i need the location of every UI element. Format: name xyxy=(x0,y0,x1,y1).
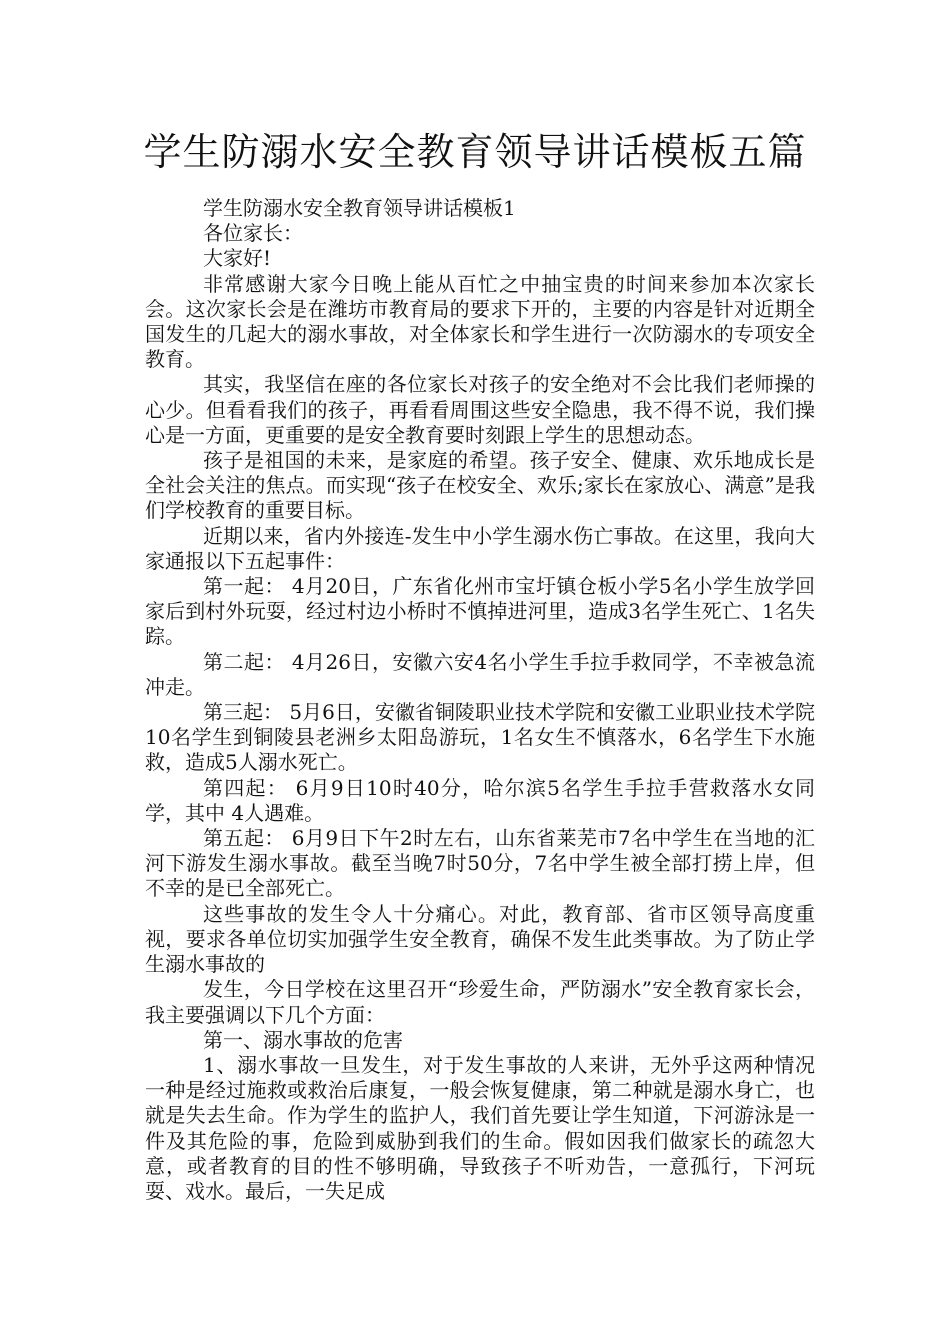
paragraph: 近期以来，省内外接连-发生中小学生溺水伤亡事故。在这里，我向大家通报以下五起事件： xyxy=(145,523,815,573)
paragraph: 非常感谢大家今日晚上能从百忙之中抽宝贵的时间来参加本次家长会。这次家长会是在潍坊市教育局的要求下开的，主要的内容是针对近期全国发生的几起大的溺水事故，对全体家长和学生进行一次防溺水的专项安全教育。 xyxy=(145,271,815,372)
paragraph-greeting: 大家好! xyxy=(203,246,272,271)
paragraph-incident-2: 第二起： 4月26日，安徽六安4名小学生手拉手救同学，不幸被急流冲走。 xyxy=(145,649,815,699)
paragraph-subtitle: 学生防溺水安全教育领导讲话模板1 xyxy=(203,196,516,220)
paragraph: 其实，我坚信在座的各位家长对孩子的安全绝对不会比我们老师操的心少。但看看我们的孩子，再看看周围这些安全隐患，我不得不说，我们操心是一方面，更重要的是安全教育要时刻跟上学生的思想动态。 xyxy=(145,372,815,447)
document-body xyxy=(145,196,815,1204)
paragraph: 孩子是祖国的未来，是家庭的希望。孩子安全、健康、欢乐地成长是全社会关注的焦点。而实现“孩子在校安全、欢乐;家长在家放心、满意”是我们学校教育的重要目标。 xyxy=(145,448,815,523)
section-heading: 第一、溺水事故的危害 xyxy=(203,1027,403,1052)
paragraph-incident-1: 第一起： 4月20日，广东省化州市宝圩镇仓板小学5名小学生放学回家后到村外玩耍，经过村边小桥时不慎掉进河里，造成3名学生死亡、1名失踪。 xyxy=(145,574,815,649)
document-title: 学生防溺水安全教育领导讲话模板五篇 xyxy=(143,130,807,174)
paragraph: 1、溺水事故一旦发生，对于发生事故的人来讲，无外乎这两种情况一种是经过施救或救治后康复，一般会恢复健康，第二种就是溺水身亡，也就是失去生命。作为学生的监护人，我们首先要让学生知道，下河游泳是一件及其危险的事，危险到威胁到我们的生命。假如因我们做家长的疏忽大意，或者教育的目的性不够明确，导致孩子不听劝告，一意孤行，下河玩耍、戏水。最后，一失足成 xyxy=(145,1052,815,1203)
paragraph-salutation: 各位家长： xyxy=(203,221,303,246)
paragraph: 发生，今日学校在这里召开“珍爱生命，严防溺水”安全教育家长会，我主要强调以下几个方面： xyxy=(145,977,815,1027)
paragraph-incident-4: 第四起： 6月9日10时40分，哈尔滨5名学生手拉手营救落水女同学，其中 4人遇难。 xyxy=(145,775,815,825)
paragraph: 这些事故的发生令人十分痛心。对此，教育部、省市区领导高度重视，要求各单位切实加强学生安全教育，确保不发生此类事故。为了防止学生溺水事故的 xyxy=(145,901,815,977)
paragraph-incident-5: 第五起： 6月9日下午2时左右，山东省莱芜市7名中学生在当地的汇河下游发生溺水事故。截至当晚7时50分，7名中学生被全部打捞上岸，但不幸的是已全部死亡。 xyxy=(145,826,815,901)
paragraph-incident-3: 第三起： 5月6日，安徽省铜陵职业技术学院和安徽工业职业技术学院10名学生到铜陵县老洲乡太阳岛游玩，1名女生不慎落水，6名学生下水施救，造成5人溺水死亡。 xyxy=(145,700,815,775)
